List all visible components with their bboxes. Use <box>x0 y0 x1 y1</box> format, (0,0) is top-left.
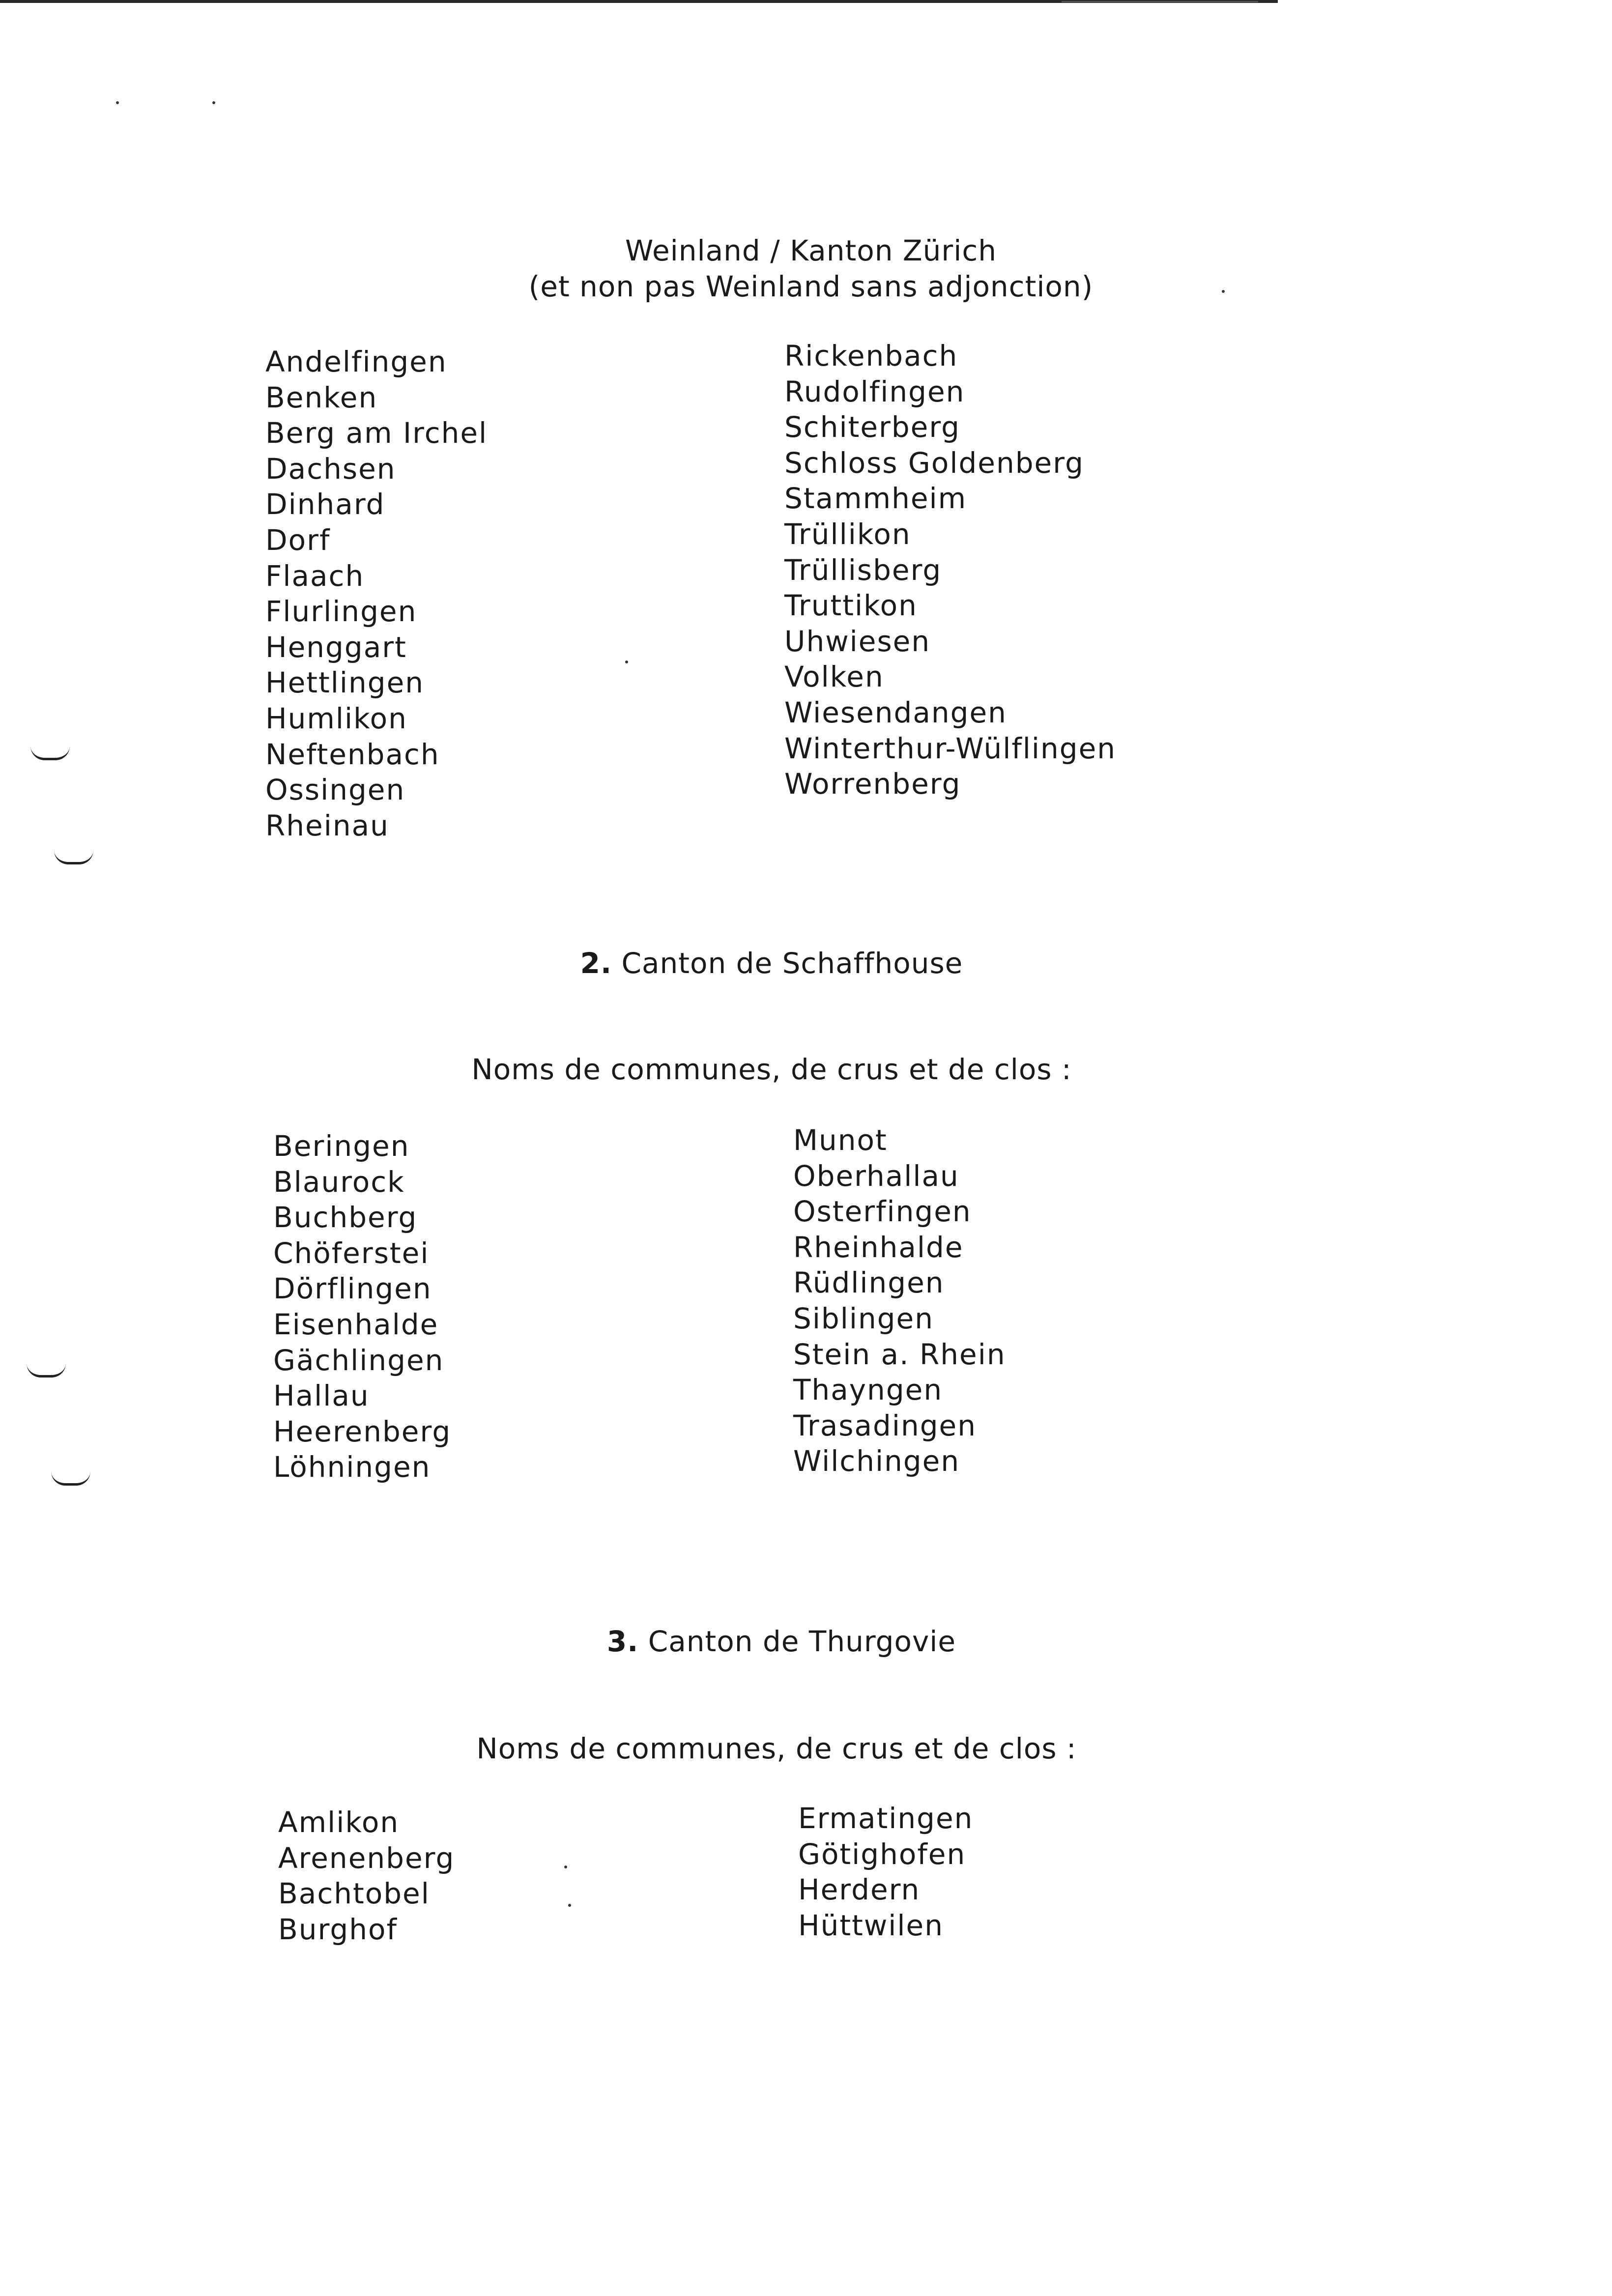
list-item: Dörflingen <box>273 1272 432 1306</box>
list-item: Trüllisberg <box>784 553 942 587</box>
scan-speck <box>625 660 628 663</box>
section2-title: Canton de Schaffhouse <box>621 947 963 980</box>
list-item: Rudolfingen <box>784 374 965 408</box>
list-item: Thayngen <box>793 1373 943 1407</box>
list-item: Henggart <box>265 630 407 664</box>
list-item: Hettlingen <box>265 666 425 700</box>
list-item: Eisenhalde <box>273 1307 439 1341</box>
list-item: Rüdlingen <box>793 1266 945 1300</box>
list-item: Wiesendangen <box>784 695 1007 729</box>
margin-mark <box>54 850 93 864</box>
list-item: Volken <box>784 660 884 694</box>
list-item: Herdern <box>798 1873 921 1907</box>
list-item: Uhwiesen <box>784 624 931 658</box>
list-item: Amlikon <box>278 1806 400 1839</box>
list-item: Neftenbach <box>265 737 440 771</box>
list-item: Humlikon <box>265 701 407 735</box>
list-item: Gächlingen <box>273 1343 444 1377</box>
scan-speck <box>116 101 119 104</box>
list-item: Berg am Irchel <box>265 416 488 450</box>
list-item: Benken <box>265 380 378 414</box>
list-item: Andelfingen <box>265 345 447 378</box>
list-item: Hüttwilen <box>798 1908 944 1942</box>
section3-subtitle: Noms de communes, de crus et de clos : <box>476 1732 1077 1765</box>
section2-right-list <box>793 1122 1006 1479</box>
list-item: Dorf <box>265 523 331 557</box>
section3-left-list <box>278 1805 455 1947</box>
list-item: Truttikon <box>784 589 918 623</box>
list-item: Heerenberg <box>273 1414 452 1448</box>
list-item: Götighofen <box>798 1837 966 1871</box>
list-item: Bachtobel <box>278 1877 430 1911</box>
list-item: Rickenbach <box>784 339 958 373</box>
list-item: Worrenberg <box>784 767 961 801</box>
list-item: Siblingen <box>793 1301 934 1335</box>
list-item: Ossingen <box>265 773 405 807</box>
section3-title: Canton de Thurgovie <box>648 1625 956 1658</box>
list-item: Schloss Goldenberg <box>784 446 1084 480</box>
list-item: Chöferstei <box>273 1236 430 1270</box>
list-item: Flurlingen <box>265 595 417 629</box>
list-item: Hallau <box>273 1379 370 1413</box>
list-item: Beringen <box>273 1129 410 1163</box>
top-rule-secondary <box>1062 1 1258 2</box>
list-item: Winterthur-Wülflingen <box>784 731 1117 765</box>
scan-speck <box>564 1866 567 1868</box>
list-item: Osterfingen <box>793 1195 972 1229</box>
list-item: Löhningen <box>273 1450 431 1484</box>
list-item: Schiterberg <box>784 410 960 444</box>
scan-speck <box>1222 290 1225 293</box>
list-item: Flaach <box>265 559 365 593</box>
margin-mark <box>27 1363 66 1378</box>
list-item: Stein a. Rhein <box>793 1337 1006 1371</box>
list-item: Ermatingen <box>798 1802 974 1835</box>
section2-number: 2. <box>580 947 612 980</box>
section1-right-list <box>784 338 1116 802</box>
list-item: Burghof <box>278 1912 398 1946</box>
section1-subtitle: (et non pas Weinland sans adjonction) <box>528 270 1094 303</box>
scan-speck <box>212 101 215 104</box>
list-item: Dachsen <box>265 452 396 486</box>
list-item: Trasadingen <box>793 1408 977 1442</box>
section2-left-list <box>273 1128 451 1485</box>
section1-title: Weinland / Kanton Zürich <box>625 234 997 267</box>
section2-heading <box>0 945 1578 982</box>
list-item: Trüllikon <box>784 517 911 551</box>
list-item: Wilchingen <box>793 1444 960 1478</box>
section3-number: 3. <box>606 1625 639 1658</box>
list-item: Oberhallau <box>793 1159 959 1193</box>
list-item: Buchberg <box>273 1201 418 1234</box>
list-item: Arenenberg <box>278 1841 455 1875</box>
scan-speck <box>568 1904 571 1907</box>
list-item: Dinhard <box>265 488 385 521</box>
list-item: Stammheim <box>784 482 967 516</box>
list-item: Blaurock <box>273 1165 405 1199</box>
section2-subtitle: Noms de communes, de crus et de clos : <box>471 1053 1072 1086</box>
section3-right-list <box>798 1801 973 1943</box>
section1-left-list <box>265 344 488 843</box>
list-item: Munot <box>793 1123 888 1157</box>
list-item: Rheinau <box>265 808 389 842</box>
section3-heading <box>0 1623 1587 1660</box>
list-item: Rheinhalde <box>793 1230 964 1264</box>
margin-mark <box>30 746 70 760</box>
margin-mark <box>51 1471 90 1486</box>
